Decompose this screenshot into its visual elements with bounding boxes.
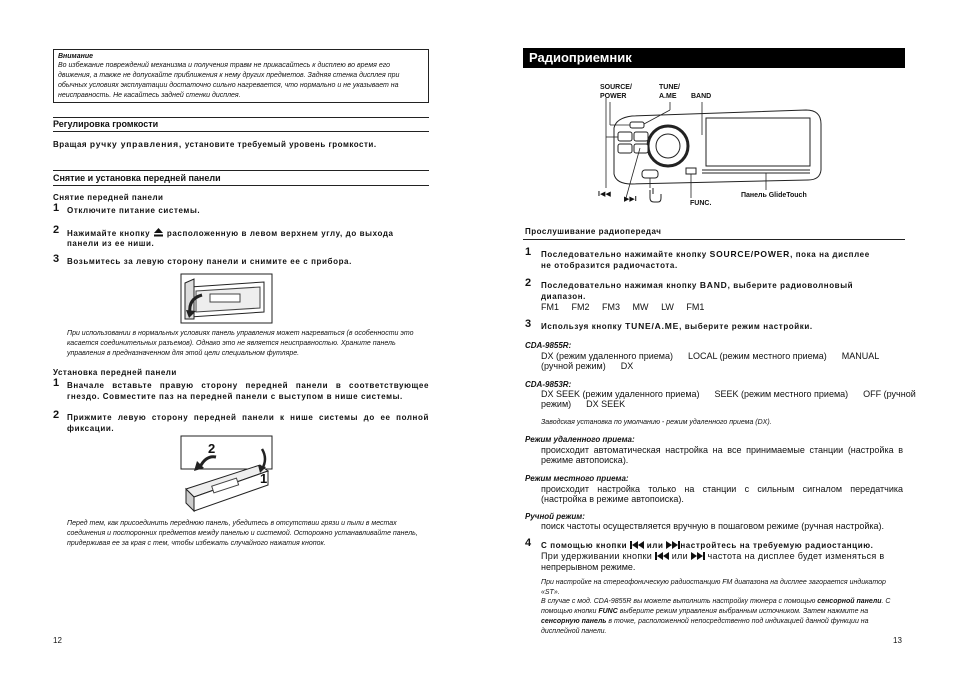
prev-track-icon-2	[655, 552, 669, 560]
step-4-hold-text-cont: непрерывном режиме.	[541, 562, 636, 572]
model-2-line2: режим) DX SEEK	[541, 399, 626, 409]
step-2-num: 2	[525, 277, 532, 289]
step-2-text-cont: диапазон.	[541, 292, 586, 301]
func-note-touchpanel-2: сенсорную панель	[541, 618, 607, 625]
page-number-left: 12	[53, 636, 62, 645]
step-3-text: Используя кнопку TUNE/A.ME, выберите режим настройки.	[541, 321, 813, 331]
section-title: Радиоприемник	[529, 50, 632, 65]
label-ame: A.ME	[659, 93, 677, 100]
removal-step-2-text-cont: панели из ее ниши.	[67, 239, 155, 248]
local-title: Режим местного приема:	[525, 474, 629, 483]
manual-text: поиск частоты осуществляется вручную в пошаговом режиме (ручная настройка).	[541, 521, 885, 531]
install-step-2-text: Прижмите левую сторону передней панели к нише системы до ее полной фиксации.	[67, 413, 429, 433]
label-func: FUNC.	[690, 200, 712, 207]
install-label-2: 2	[208, 441, 216, 456]
eject-icon	[153, 227, 164, 238]
listen-rule	[523, 239, 905, 240]
label-tune: TUNE/	[659, 84, 680, 91]
install-step-1-text: Вначале вставьте правую сторону передней панели в соответствующее гнездо. Совместите паз на передней панели с выступом в нише системы.	[67, 381, 429, 401]
install-illustration	[180, 435, 273, 515]
panel-rule-top	[53, 170, 429, 171]
next-track-icon	[666, 541, 680, 549]
step-1-num: 1	[525, 246, 532, 258]
volume-rule-bottom	[53, 131, 429, 132]
volume-knob-keyword: ручку управления,	[89, 139, 183, 149]
step-1-text-cont: не отобразится радиочастота.	[541, 261, 678, 270]
removal-step-3-text: Возьмитесь за левую сторону панели и снимите ее с прибора.	[67, 257, 352, 266]
st-note: При настройке на стереофоническую радиостанцию FM диапазона на дисплее загорается индикатор «ST».	[541, 579, 886, 596]
touch-icon	[650, 188, 661, 202]
model-1-line2: (ручной режим) DX	[541, 361, 634, 371]
step-4-hold-text: При удерживании кнопки или частота на дисплее будет изменяться в	[541, 551, 885, 561]
func-note-func: FUNC	[598, 608, 618, 615]
warning-box	[53, 49, 429, 103]
model-2-name: CDA-9853R:	[525, 380, 572, 389]
section-title-bar	[523, 48, 905, 68]
next-track-icon-2	[691, 552, 705, 560]
band-sequence: FM1 FM2 FM3 MW LW FM1	[541, 302, 705, 312]
panel-rule-bottom	[53, 185, 429, 186]
label-source: SOURCE/	[600, 84, 632, 91]
prev-track-icon	[630, 541, 644, 549]
func-note: В случае с мод. CDA-9855R вы можете выполнить настройку тюнера с помощью сенсорной панели. С помощью кнопки FUNC выберите режим управления выбранным источником. Затем нажмите на сенсорную панель в точке, расположенной непосредственно под индикацией данной функции на дисплейной панели.	[541, 598, 891, 635]
step-1-text: Последовательно нажимайте кнопку SOURCE/POWER, пока на дисплее	[541, 249, 870, 259]
label-prev: I◀◀	[598, 191, 611, 198]
install-heading: Установка передней панели	[53, 368, 177, 377]
removal-step-1-num: 1	[53, 202, 60, 214]
install-label-1: 1	[260, 471, 268, 486]
volume-text: Вращая ручку управления, установите требуемый уровень громкости.	[53, 139, 377, 149]
func-note-touchpanel: сенсорной панели	[817, 598, 882, 605]
removal-illustration	[180, 273, 273, 324]
model-1-name: CDA-9855R:	[525, 341, 572, 350]
removal-step-3-num: 3	[53, 253, 60, 265]
listen-heading: Прослушивание радиопередач	[525, 227, 662, 236]
removal-step-2-num: 2	[53, 224, 60, 236]
model-1-line1: DX (режим удаленного приема) LOCAL (режим местного приема) MANUAL	[541, 351, 880, 361]
default-note: Заводская установка по умолчанию - режим удаленного приема (DX).	[541, 419, 772, 426]
label-next: ▶▶I	[624, 196, 637, 203]
removal-note: При использовании в нормальных условиях панель управления может нагреваться (в особенности это касается соединительных разъемов). Однако это не является неисправностью. Храните панель управления в предназначенном для этой цели специальном футляре.	[67, 330, 414, 357]
tune-ame-key: TUNE/A.ME	[625, 321, 680, 331]
removal-step-1-text: Отключите питание системы.	[67, 206, 201, 215]
step-4-num: 4	[525, 537, 532, 549]
label-power: POWER	[600, 93, 627, 100]
band-key: BAND	[699, 280, 728, 290]
dx-title: Режим удаленного приема:	[525, 435, 635, 444]
step-3-num: 3	[525, 318, 532, 330]
page-number-right: 13	[893, 636, 902, 645]
radio-diagram	[596, 80, 826, 210]
label-glidetouch: Панель GlideTouch	[741, 192, 807, 199]
removal-heading: Снятие передней панели	[53, 193, 164, 202]
panel-heading: Снятие и установка передней панели	[53, 173, 221, 183]
model-2-line1: DX SEEK (режим удаленного приема) SEEK (режим местного приема) OFF (ручной	[541, 389, 916, 399]
warning-title: Внимание	[58, 53, 94, 60]
install-note: Перед тем, как присоединить переднюю панель, убедитесь в отсутствии грязи и пыли в местах соединения и посторонних предметов между панелью и системой. Осторожно устанавливайте панель, придерживая ее за края с тем, чтобы избежать случайного нажатия кнопок.	[67, 520, 418, 547]
warning-text: Во избежание повреждений механизма и получения травм не прикасайтесь к дисплею во время его движения, а также не допускайте приближения к нему других предметов. Задняя стенка дисплея при обычных условиях эксплуатации достаточно сильно нагревается, что нормально и не указывает на неисправность. Не касайтесь задней стенки дисплея.	[58, 62, 400, 99]
step-4-text: С помощью кнопки или настройтесь на требуемую радиостанцию.	[541, 541, 874, 550]
install-step-1-num: 1	[53, 377, 60, 389]
volume-rule-top	[53, 117, 429, 118]
dx-text: происходит автоматическая настройка на все принимаемые станции (настройка в режиме автопоиска).	[541, 445, 903, 465]
manual-title: Ручной режим:	[525, 512, 585, 521]
label-band: BAND	[691, 93, 712, 100]
removal-step-2-text: Нажимайте кнопку расположенную в левом верхнем углу, до выхода	[67, 229, 394, 238]
install-step-2-num: 2	[53, 409, 60, 421]
step-2-text: Последовательно нажимая кнопку BAND, выберите радиоволновый	[541, 280, 854, 290]
volume-heading: Регулировка громкости	[53, 119, 159, 129]
source-power-key: SOURCE/POWER	[709, 249, 791, 259]
local-text: происходит настройка только на станции с сильным сигналом передатчика (настройка в режиме автопоиска).	[541, 484, 903, 504]
